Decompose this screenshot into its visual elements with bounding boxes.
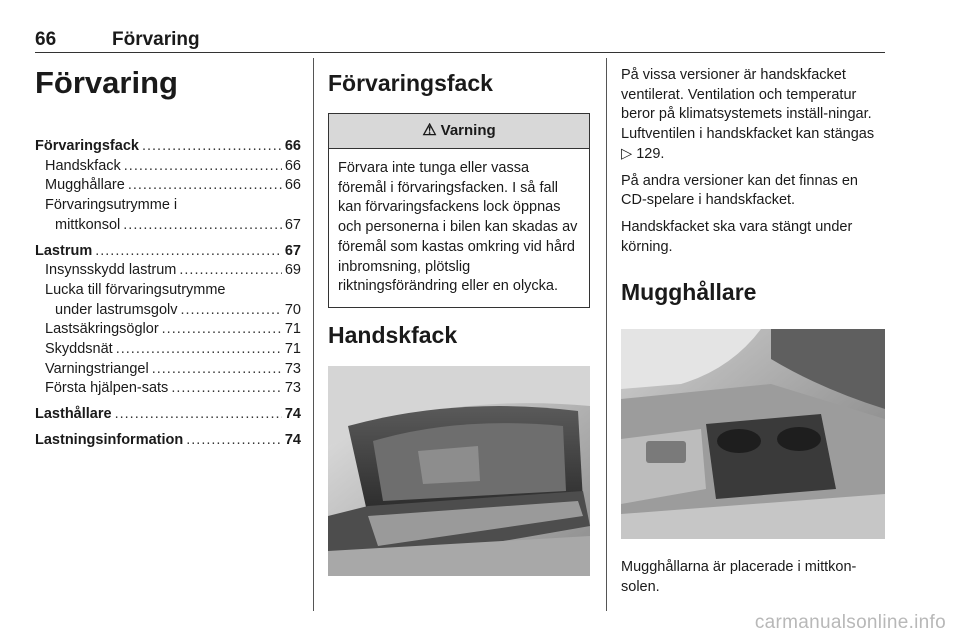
photo-caption: Mugghållarna är placerade i mittkon-solen.	[621, 559, 857, 595]
toc-entry[interactable]: Mugghållare ..... 66	[35, 176, 301, 196]
toc-entry[interactable]: Handskfack ..... 66	[35, 157, 301, 177]
warning-text: Förvara inte tunga eller vassa föremål i förvaringsfacken. I så fall kan förvaringsfackens lock öppnas och personerna i bilen kan skadas av föremål som kastas omkring vid hård inbromsning, plötslig riktningsförändring eller en olycka.	[338, 160, 578, 295]
toc-entry[interactable]: Första hjälpen-sats ..... 73	[35, 379, 301, 399]
subsection-heading: Mugghållare	[621, 279, 757, 306]
paragraph: Handskfacket ska vara stängt under körning.	[621, 218, 853, 255]
content-column-right	[621, 66, 887, 597]
warning-box	[328, 113, 590, 308]
warning-triangle-icon: ⚠	[422, 122, 437, 139]
page-ref-icon: ▷	[621, 145, 633, 162]
watermark: carmanualsonline.info	[754, 612, 946, 633]
toc-entry[interactable]: Förvaringsutrymme i mittkonsol ..... 67	[35, 196, 301, 235]
section-heading: Förvaringsfack	[328, 70, 493, 96]
chapter-title: Förvaring	[35, 65, 178, 100]
glovebox-photo	[328, 366, 590, 576]
toc-entry[interactable]: Lastsäkringsöglor ..... 71	[35, 320, 301, 340]
toc-entry[interactable]: Lucka till förvaringsutrymme under lastrumsgolv ..... 70	[35, 281, 301, 320]
running-header: Förvaring	[112, 29, 200, 50]
toc-column	[35, 60, 301, 451]
subsection-heading: Handskfack	[328, 321, 458, 348]
column-divider	[313, 58, 314, 611]
toc-entry[interactable]: Lastrum ..... 67	[35, 242, 301, 262]
toc-entry[interactable]: Förvaringsfack ..... 66	[35, 137, 301, 157]
content-column-middle	[328, 60, 592, 581]
header-rule	[35, 52, 885, 53]
column-divider	[606, 58, 607, 611]
toc-entry[interactable]: Skyddsnät ..... 71	[35, 340, 301, 360]
toc-entry[interactable]: Lastningsinformation ..... 74	[35, 431, 301, 451]
paragraph: På vissa versioner är handskfacket ventilerat. Ventilation och temperatur beror på klimatsystemets inställ-ningar. Luftventilen i handskfacket kan stängas ▷ 129.	[621, 67, 875, 162]
cupholder-photo	[621, 329, 885, 539]
toc-entry[interactable]: Varningstriangel ..... 73	[35, 360, 301, 380]
page-number: 66	[35, 29, 57, 50]
table-of-contents	[35, 137, 301, 451]
toc-entry[interactable]: Lasthållare ..... 74	[35, 405, 301, 425]
paragraph: På andra versioner kan det finnas en CD-spelare i handskfacket.	[621, 172, 858, 209]
warning-header: ⚠ Varning	[329, 114, 589, 149]
toc-entry[interactable]: Insynsskydd lastrum ..... 69	[35, 261, 301, 281]
